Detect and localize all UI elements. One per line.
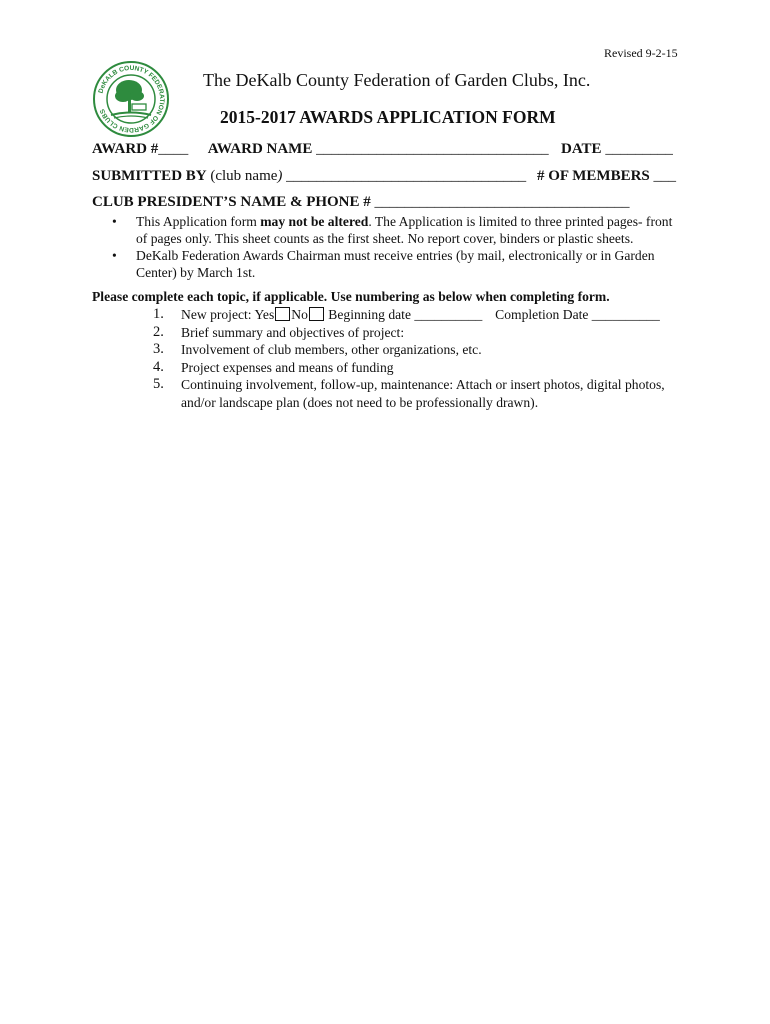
bullet-icon: • <box>112 248 117 263</box>
date-label: DATE <box>561 141 602 157</box>
list-item <box>153 376 683 411</box>
members-field[interactable]: ___ <box>653 168 677 184</box>
award-row <box>92 141 673 158</box>
beginning-date-field[interactable]: Beginning date __________ <box>328 307 483 322</box>
list-item <box>153 359 683 377</box>
topic-text: Brief summary and objectives of project: <box>181 324 405 340</box>
list-item <box>112 247 682 281</box>
topic-number: 2. <box>153 323 164 340</box>
rules-list <box>112 213 682 281</box>
organization-title: The DeKalb County Federation of Garden Clubs, Inc. <box>203 70 591 90</box>
topic-number: 3. <box>153 341 164 358</box>
topics-list <box>153 306 683 412</box>
list-item <box>112 213 682 247</box>
list-item <box>153 306 683 324</box>
date-field[interactable]: _________ <box>605 141 673 157</box>
yes-checkbox[interactable] <box>275 307 290 321</box>
form-title: 2015-2017 AWARDS APPLICATION FORM <box>220 107 556 127</box>
submitted-by-paren: ) <box>277 168 283 184</box>
revision-date: Revised 9-2-15 <box>604 46 678 60</box>
topic-text: Involvement of club members, other organizations, etc. <box>181 342 482 358</box>
president-label: CLUB PRESIDENT’S NAME & PHONE # <box>92 194 371 210</box>
president-row <box>92 194 630 211</box>
rule-text: . The Application is limited to three printed pages- front of pages only. This sheet counts as the first sheet. No report cover, binders or plastic sheets. <box>136 214 673 246</box>
topic-number: 4. <box>153 358 164 375</box>
completion-date-field[interactable]: Completion Date __________ <box>495 307 660 322</box>
award-number-field[interactable]: ____ <box>158 141 189 157</box>
rule-text: This Application form <box>136 214 261 229</box>
list-item <box>153 324 683 342</box>
rule-emphasis: may not be altered <box>260 214 369 229</box>
topic-number: 5. <box>153 376 164 393</box>
members-group <box>537 168 676 185</box>
list-item <box>153 341 683 359</box>
instructions: Please complete each topic, if applicable. Use numbering as below when completing form. <box>92 289 610 304</box>
no-label: No <box>291 307 308 322</box>
topic-number: 1. <box>153 306 164 322</box>
tree-seal-icon <box>92 60 170 138</box>
seal-text: DeKALB COUNTY FEDERATION OF GARDEN CLUBS <box>97 64 166 134</box>
award-name-label: AWARD NAME <box>207 141 313 157</box>
president-field[interactable]: __________________________________ <box>374 194 630 210</box>
submitted-by-row <box>92 168 677 185</box>
no-checkbox[interactable] <box>309 307 324 321</box>
topic-text: Project expenses and means of funding <box>181 359 394 375</box>
topic-text: Continuing involvement, follow-up, maintenance: Attach or insert photos, digital photos, and/or landscape plan (does not need to be professionally drawn). <box>181 377 665 410</box>
submitted-by-label: SUBMITTED BY <box>92 168 207 184</box>
bullet-icon: • <box>112 214 117 229</box>
date-group <box>561 141 673 158</box>
rule-text: DeKalb Federation Awards Chairman must receive entries (by mail, electronically or in Garden Center) by March 1st. <box>136 248 655 280</box>
new-project-label: New project: Yes <box>181 307 275 322</box>
members-label: # OF MEMBERS <box>537 168 650 184</box>
submitted-by-note: (club name <box>210 168 278 184</box>
award-name-field[interactable]: _______________________________ <box>316 141 549 157</box>
award-number-label: AWARD # <box>92 141 159 157</box>
club-name-field[interactable]: ________________________________ <box>286 168 527 184</box>
